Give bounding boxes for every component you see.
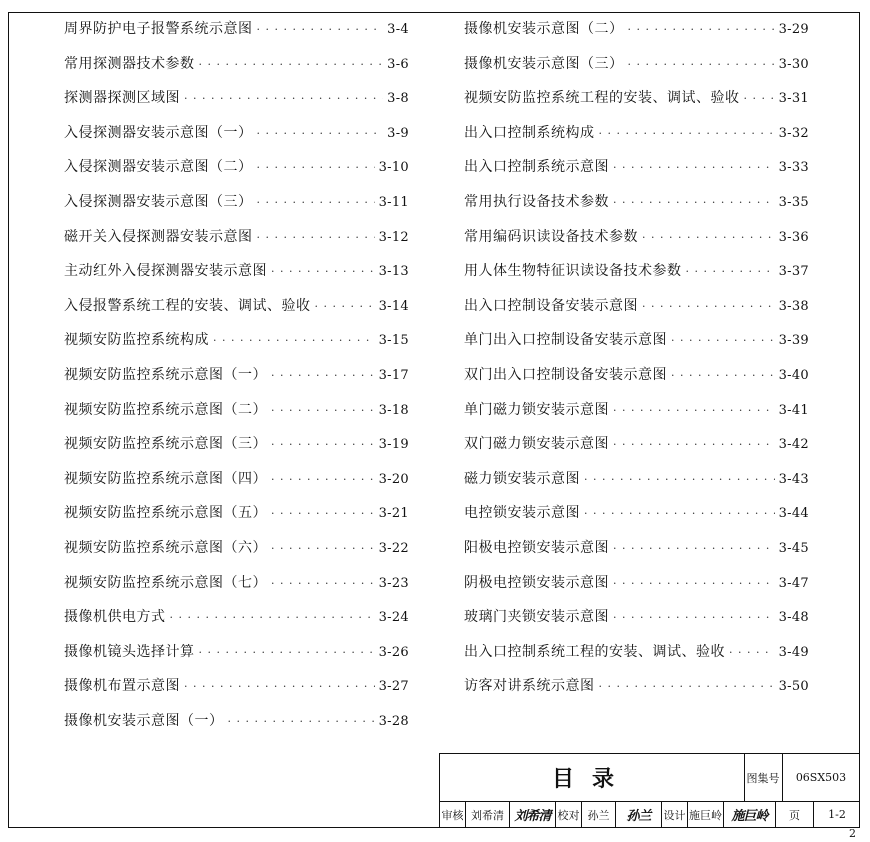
drawing-title: 目录 xyxy=(440,754,745,802)
toc-entry xyxy=(64,433,409,468)
toc-entry xyxy=(464,572,809,607)
proof-label: 校对 xyxy=(556,801,582,828)
toc-page: 3-11 xyxy=(378,194,409,210)
toc-left-column xyxy=(64,18,409,744)
leader-dots xyxy=(686,265,775,278)
toc-page: 3-13 xyxy=(378,264,409,280)
toc-title: 电控锁安装示意图 xyxy=(464,505,580,522)
toc-entry xyxy=(64,537,409,572)
toc-title: 视频安防监控系统示意图（五） xyxy=(64,505,267,522)
toc-page: 3-20 xyxy=(378,471,409,487)
proof-name: 孙兰 xyxy=(582,801,616,828)
leader-dots xyxy=(671,334,775,347)
review-signature: 刘希清 xyxy=(510,801,556,828)
toc-entry xyxy=(464,364,809,399)
toc-title: 摄像机镜头选择计算 xyxy=(64,643,195,660)
toc-title: 双门磁力锁安装示意图 xyxy=(464,436,609,453)
toc-title: 单门出入口控制设备安装示意图 xyxy=(464,332,667,349)
leader-dots xyxy=(257,127,384,140)
leader-dots xyxy=(599,127,775,140)
toc-entry xyxy=(64,191,409,226)
toc-page: 3-36 xyxy=(778,229,809,245)
toc-page: 3-31 xyxy=(778,91,809,107)
toc-title: 摄像机安装示意图（三） xyxy=(464,55,624,72)
leader-dots xyxy=(613,438,775,451)
toc-title: 出入口控制系统示意图 xyxy=(464,159,609,176)
leader-dots xyxy=(184,92,383,105)
toc-page: 3-10 xyxy=(378,160,409,176)
toc-title: 探测器探测区域图 xyxy=(64,90,180,107)
leader-dots xyxy=(599,680,775,693)
toc-page: 3-22 xyxy=(378,540,409,556)
leader-dots xyxy=(729,646,775,659)
design-label: 设计 xyxy=(662,801,688,828)
toc-title: 入侵探测器安装示意图（二） xyxy=(64,159,253,176)
toc-page: 3-47 xyxy=(778,575,809,591)
leader-dots xyxy=(671,369,775,382)
toc-title: 单门磁力锁安装示意图 xyxy=(464,401,609,418)
toc-page: 3-18 xyxy=(378,402,409,418)
toc-entry xyxy=(464,226,809,261)
leader-dots xyxy=(642,300,775,313)
toc-page: 3-50 xyxy=(778,679,809,695)
toc-page: 3-48 xyxy=(778,610,809,626)
leader-dots xyxy=(613,577,775,590)
toc-title: 阳极电控锁安装示意图 xyxy=(464,539,609,556)
leader-dots xyxy=(170,611,375,624)
toc-entry xyxy=(64,122,409,157)
toc-title: 玻璃门夹锁安装示意图 xyxy=(464,609,609,626)
toc-title: 入侵报警系统工程的安装、调试、验收 xyxy=(64,297,311,314)
toc-title: 摄像机安装示意图（一） xyxy=(64,712,224,729)
toc-entry xyxy=(464,122,809,157)
toc-title: 入侵探测器安装示意图（三） xyxy=(64,193,253,210)
toc-page: 3-27 xyxy=(378,679,409,695)
proof-signature: 孙兰 xyxy=(616,801,662,828)
toc-entry xyxy=(464,606,809,641)
toc-page: 3-6 xyxy=(387,56,409,72)
toc-title: 双门出入口控制设备安装示意图 xyxy=(464,366,667,383)
leader-dots xyxy=(271,507,375,520)
leader-dots xyxy=(613,196,775,209)
toc-page: 3-28 xyxy=(378,713,409,729)
signature-row xyxy=(440,801,860,828)
leader-dots xyxy=(257,231,375,244)
toc-page: 3-32 xyxy=(778,125,809,141)
toc-title: 视频安防监控系统构成 xyxy=(64,332,209,349)
toc-page: 3-42 xyxy=(778,437,809,453)
leader-dots xyxy=(744,92,775,105)
toc-title: 常用执行设备技术参数 xyxy=(464,193,609,210)
leader-dots xyxy=(257,161,375,174)
page-value: 1-2 xyxy=(828,808,846,821)
leader-dots xyxy=(642,231,775,244)
toc-title: 出入口控制系统工程的安装、调试、验收 xyxy=(464,643,725,660)
atlas-number: 06SX503 xyxy=(782,754,860,802)
toc-page: 3-17 xyxy=(378,367,409,383)
toc-page: 3-39 xyxy=(778,333,809,349)
leader-dots xyxy=(584,507,775,520)
toc-entry xyxy=(464,502,809,537)
toc-page: 3-14 xyxy=(378,298,409,314)
leader-dots xyxy=(271,369,375,382)
toc-entry xyxy=(464,537,809,572)
toc-page: 3-12 xyxy=(378,229,409,245)
toc-entry xyxy=(64,87,409,122)
toc-title: 磁力锁安装示意图 xyxy=(464,470,580,487)
toc-page: 3-45 xyxy=(778,540,809,556)
toc-entry xyxy=(464,87,809,122)
leader-dots xyxy=(271,577,375,590)
toc-entry xyxy=(64,572,409,607)
toc-entry xyxy=(64,260,409,295)
leader-dots xyxy=(628,23,775,36)
toc-page: 3-21 xyxy=(378,506,409,522)
toc-page: 3-19 xyxy=(378,437,409,453)
toc-entry xyxy=(464,433,809,468)
toc-title: 摄像机布置示意图 xyxy=(64,678,180,695)
leader-dots xyxy=(213,334,375,347)
toc-entry xyxy=(64,226,409,261)
toc-entry xyxy=(64,295,409,330)
toc-entry xyxy=(64,18,409,53)
leader-dots xyxy=(584,473,775,486)
toc-title: 视频安防监控系统工程的安装、调试、验收 xyxy=(464,90,740,107)
toc-page: 3-44 xyxy=(778,506,809,522)
toc-title: 访客对讲系统示意图 xyxy=(464,678,595,695)
toc-page: 3-35 xyxy=(778,194,809,210)
title-block xyxy=(439,753,860,828)
toc-page: 3-8 xyxy=(387,91,409,107)
toc-title: 视频安防监控系统示意图（三） xyxy=(64,436,267,453)
toc-title: 磁开关入侵探测器安装示意图 xyxy=(64,228,253,245)
toc-page: 3-40 xyxy=(778,367,809,383)
toc-title: 视频安防监控系统示意图（六） xyxy=(64,539,267,556)
toc-entry xyxy=(464,260,809,295)
review-name: 刘希清 xyxy=(466,801,510,828)
toc-page: 3-38 xyxy=(778,298,809,314)
toc-title: 视频安防监控系统示意图（二） xyxy=(64,401,267,418)
toc-title: 视频安防监控系统示意图（七） xyxy=(64,574,267,591)
toc-page: 3-4 xyxy=(387,22,409,37)
toc-entry xyxy=(464,191,809,226)
design-signature: 施巨岭 xyxy=(724,801,776,828)
toc-entry xyxy=(464,295,809,330)
atlas-number-label: 图集号 xyxy=(744,754,783,802)
review-label: 审核 xyxy=(440,801,466,828)
toc-page: 3-37 xyxy=(778,264,809,280)
leader-dots xyxy=(199,646,375,659)
toc-title: 用人体生物特征识读设备技术参数 xyxy=(464,263,682,280)
sheet-page-number: 2 xyxy=(849,827,856,840)
toc-page: 3-43 xyxy=(778,471,809,487)
toc-page: 3-26 xyxy=(378,644,409,660)
toc-entry xyxy=(64,156,409,191)
leader-dots xyxy=(613,611,775,624)
toc-page: 3-33 xyxy=(778,160,809,176)
toc-title: 常用探测器技术参数 xyxy=(64,55,195,72)
leader-dots xyxy=(184,680,375,693)
leader-dots xyxy=(271,404,375,417)
toc-entry xyxy=(64,641,409,676)
leader-dots xyxy=(271,542,375,555)
toc-title: 视频安防监控系统示意图（一） xyxy=(64,366,267,383)
leader-dots xyxy=(613,404,775,417)
toc-entry xyxy=(464,156,809,191)
toc-entry xyxy=(64,364,409,399)
toc-entry xyxy=(64,399,409,434)
toc-entry xyxy=(64,329,409,364)
leader-dots xyxy=(199,58,384,71)
toc-title: 摄像机供电方式 xyxy=(64,609,166,626)
toc-title: 摄像机安装示意图（二） xyxy=(464,21,624,37)
toc-title: 周界防护电子报警系统示意图 xyxy=(64,21,253,37)
toc-page: 3-23 xyxy=(378,575,409,591)
toc-entry xyxy=(64,710,409,745)
design-name: 施巨岭 xyxy=(688,801,724,828)
leader-dots xyxy=(271,265,375,278)
toc-page: 3-9 xyxy=(387,125,409,141)
toc-title: 阴极电控锁安装示意图 xyxy=(464,574,609,591)
toc-right-column xyxy=(464,18,809,710)
toc-page: 3-30 xyxy=(778,56,809,72)
toc-page: 3-49 xyxy=(778,644,809,660)
toc-entry xyxy=(64,502,409,537)
toc-entry xyxy=(464,399,809,434)
toc-entry xyxy=(64,675,409,710)
toc-page: 3-41 xyxy=(778,402,809,418)
toc-entry xyxy=(464,329,809,364)
toc-entry xyxy=(464,675,809,710)
toc-entry xyxy=(64,53,409,88)
toc-entry xyxy=(64,468,409,503)
page-label: 页 xyxy=(776,801,814,828)
toc-entry xyxy=(464,641,809,676)
leader-dots xyxy=(271,438,375,451)
leader-dots xyxy=(628,58,775,71)
leader-dots xyxy=(228,715,375,728)
toc-title: 入侵探测器安装示意图（一） xyxy=(64,124,253,141)
leader-dots xyxy=(613,542,775,555)
toc-title: 出入口控制系统构成 xyxy=(464,124,595,141)
toc-title: 常用编码识读设备技术参数 xyxy=(464,228,638,245)
toc-entry xyxy=(464,18,809,53)
toc-page: 3-15 xyxy=(378,333,409,349)
leader-dots xyxy=(315,300,375,313)
leader-dots xyxy=(271,473,375,486)
toc-entry xyxy=(464,468,809,503)
toc-page: 3-24 xyxy=(378,610,409,626)
toc-title: 主动红外入侵探测器安装示意图 xyxy=(64,263,267,280)
toc-entry xyxy=(64,606,409,641)
leader-dots xyxy=(257,23,384,36)
toc-title: 出入口控制设备安装示意图 xyxy=(464,297,638,314)
leader-dots xyxy=(257,196,375,209)
toc-page: 3-29 xyxy=(778,22,809,37)
toc-title: 视频安防监控系统示意图（四） xyxy=(64,470,267,487)
toc-entry xyxy=(464,53,809,88)
leader-dots xyxy=(613,161,775,174)
